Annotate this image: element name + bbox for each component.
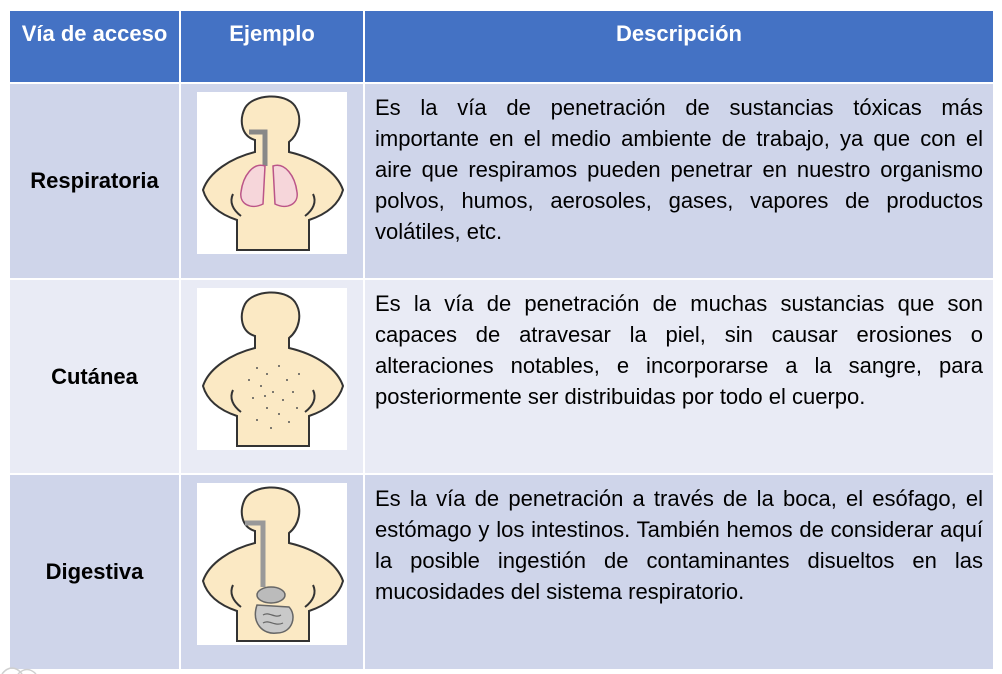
corner-decoration-icon — [0, 662, 40, 674]
skin-body-icon — [197, 288, 347, 450]
header-ejemplo: Ejemplo — [180, 10, 364, 83]
table-row-digestiva — [9, 474, 994, 670]
desc-respiratoria: Es la vía de penetración de sustancias tóxicas más importante en el medio ambiente de trabajo, ya que con el aire que respiramos pueden penetrar en nuestro organismo polvos, humos, aerosoles, gases, vapores de productos volátiles, etc. — [364, 83, 994, 279]
header-descripcion: Descripción — [364, 10, 994, 83]
via-digestiva: Digestiva — [9, 474, 180, 670]
table-row-respiratoria — [9, 83, 994, 279]
table-header-row — [9, 10, 994, 83]
desc-cutanea: Es la vía de penetración de muchas sustancias que son capaces de atravesar la piel, sin causar erosiones o alteraciones notables, e incorporarse a la sangre, para posteriormente ser distribuidas por todo el cuerpo. — [364, 279, 994, 474]
exposure-routes-table — [8, 9, 995, 671]
digestive-body-icon — [197, 483, 347, 645]
header-via: Vía de acceso — [9, 10, 180, 83]
desc-digestiva: Es la vía de penetración a través de la boca, el esófago, el estómago y los intestinos. También hemos de considerar aquí la posible ingestión de contaminantes disueltos en las mucosidades del sistema respiratorio. — [364, 474, 994, 670]
via-respiratoria: Respiratoria — [9, 83, 180, 279]
table-row-cutanea — [9, 279, 994, 474]
via-cutanea: Cutánea — [9, 279, 180, 474]
lungs-body-icon — [197, 92, 347, 254]
